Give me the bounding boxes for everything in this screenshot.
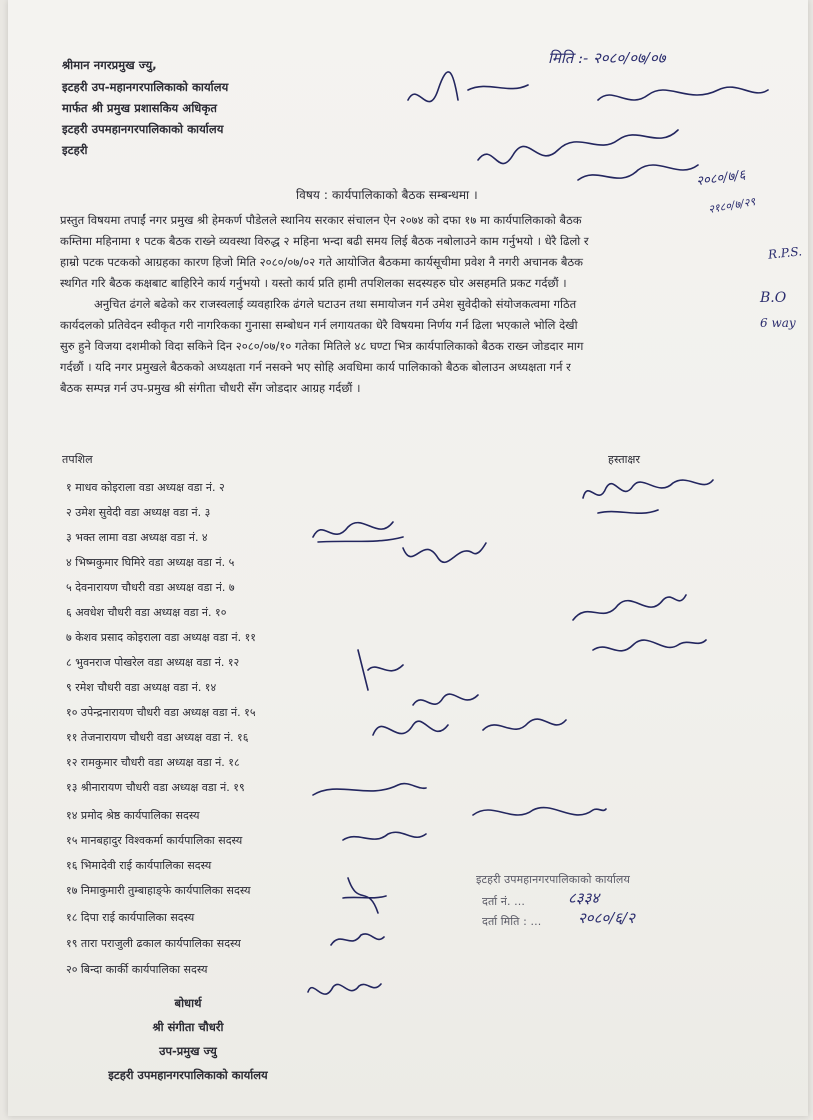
stamp-darta-date-label: दर्ता मिति : ... <box>482 915 542 928</box>
address-line-2: इटहरी उप-महानगरपालिकाको कार्यालय <box>62 80 229 94</box>
stamp-darta-no-label: दर्ता नं. ... <box>482 895 525 908</box>
signature-1 <box>578 468 718 528</box>
address-line-3: मार्फत श्री प्रमुख प्रशासकिय अधिकृत <box>62 101 218 115</box>
body-line: गर्दछौं । यदि नगर प्रमुखले बैठकको अध्यक्षता गर्न नसक्ने भए सोहि अवधिमा कार्य पालिकाको बैठक बोलाउन अध्यक्षता गर्न र <box>60 360 571 374</box>
address-line-1: श्रीमान नगरप्रमुख ज्यु, <box>62 58 157 72</box>
member-row: ८ भुवनराज पोखरेल वडा अध्यक्ष वडा नं. १२ <box>66 656 240 669</box>
signature-2 <box>308 512 408 552</box>
handwritten-annotation-4: B.O <box>760 290 787 306</box>
stamp-darta-date-value: २०८०/६/२ <box>578 909 635 927</box>
member-row: १७ निमाकुमारी तुम्बाहाङ्फे कार्यपालिका सदस्य <box>66 884 251 897</box>
member-row: १३ श्रीनारायण चौधरी वडा अध्यक्ष वडा नं. १९ <box>66 781 245 794</box>
handwritten-annotation-5: 6 way <box>760 316 796 330</box>
member-row: १० उपेन्द्रनारायण चौधरी वडा अध्यक्ष वडा नं. १५ <box>66 706 256 719</box>
address-line-5: इटहरी <box>62 143 88 157</box>
body-line: हाम्रो पटक पटकको आग्रहका कारण हिजो मिति २०८०/०७/०२ गते आयोजित बैठकमा कार्यसूचीमा प्रवेश नै नगरी अचानक बैठक <box>60 255 583 269</box>
stamp-office: इटहरी उपमहानगरपालिकाको कार्यालय <box>476 873 630 886</box>
member-row: ५ देवनारायण चौधरी वडा अध्यक्ष वडा नं. ७ <box>66 581 235 594</box>
member-row: ४ भिष्मकुमार घिमिरे वडा अध्यक्ष वडा नं. ५ <box>66 556 235 569</box>
handwritten-annotation-1: २०८०/७/६ <box>695 167 747 190</box>
signature-8 <box>368 705 458 755</box>
signature-10 <box>308 770 428 810</box>
signature-3 <box>398 528 488 578</box>
footer-line-3: उप-प्रमुख ज्यु <box>159 1044 217 1058</box>
registration-stamp <box>468 870 698 930</box>
body-line: सुरु हुने विजया दशमीको विदा सकिने दिन २०८०/०७/१० गतेका मितिले ४८ घण्टा भित्र कार्यपालिकाको बैठक राख्न जोडदार माग <box>60 339 584 353</box>
signature-14 <box>326 925 386 955</box>
address-line-4: इटहरी उपमहानगरपालिकाको कार्यालय <box>62 122 224 136</box>
signature-9 <box>478 705 568 745</box>
member-row: १८ दिपा राई कार्यपालिका सदस्य <box>66 911 195 924</box>
subject-line: विषय : कार्यपालिकाको बैठक सम्बन्धमा । <box>296 188 478 202</box>
member-row: १५ मानबहादुर विश्वकर्मा कार्यपालिका सदस्य <box>66 834 243 847</box>
member-row: २ उमेश सुवेदी वडा अध्यक्ष वडा नं. ३ <box>66 506 211 519</box>
signature-6 <box>348 640 408 700</box>
body-line: कम्तिमा महिनामा १ पटक बैठक राख्ने व्यवस्था विरुद्ध २ महिना भन्दा बढी समय लिई बैठक नबोलाउने काम गर्नुभयो । धेरै ढिलो र <box>60 234 589 248</box>
tapasil-label: तपशिल <box>62 453 93 466</box>
member-row: ९ रमेश चौधरी वडा अध्यक्ष वडा नं. १४ <box>66 681 217 694</box>
member-row: १६ भिमादेवी राई कार्यपालिका सदस्य <box>66 859 212 872</box>
signature-11 <box>468 795 608 835</box>
handwritten-annotation-3: R.P.S. <box>767 244 803 262</box>
signature-12 <box>338 822 428 852</box>
member-row: १९ तारा पराजुली ढकाल कार्यपालिका सदस्य <box>66 937 241 950</box>
body-line: बैठक सम्पन्न गर्न उप-प्रमुख श्री संगीता चौधरी सँग जोडदार आग्रह गर्दछौं । <box>60 381 361 395</box>
body-line: अनुचित ढंगले बढेको कर राजस्वलाई व्यवहारिक ढंगले घटाउन तथा समायोजन गर्न उमेश सुवेदीको संयोजकत्वमा गठित <box>94 297 577 311</box>
signature-label: हस्ताक्षर <box>608 453 641 466</box>
member-row: ७ केशव प्रसाद कोइराला वडा अध्यक्ष वडा नं. ११ <box>66 631 257 644</box>
member-row: ३ भक्त लामा वडा अध्यक्ष वडा नं. ४ <box>66 531 208 544</box>
body-line: प्रस्तुत विषयमा तपाईं नगर प्रमुख श्री हेमकर्ण पौडेलले स्थानिय सरकार संचालन ऐन २०७४ को दफा १७ मा कार्यपालिकाको बैठक <box>60 213 582 227</box>
body-line: स्थगित गरि बैठक कक्षबाट बाहिरिने कार्य गर्नुभयो । यस्तो कार्य प्रति हामी तपशिलका सदस्यहरु घोर असहमति प्रकट गर्दछौं । <box>60 276 567 290</box>
signature-13 <box>338 868 388 923</box>
letter-page <box>8 0 808 1116</box>
footer-line-2: श्री संगीता चौधरी <box>152 1020 224 1034</box>
body-line: कार्यदलको प्रतिवेदन स्वीकृत गरी नागरिकका गुनासा सम्बोधन गर्न लगायतका धेरै विषयमा निर्णय गर्न ढिला भएकाले भोलि देखी <box>60 318 578 332</box>
footer-line-1: बोधार्थ <box>174 996 202 1010</box>
member-row: १ माधव कोइराला वडा अध्यक्ष वडा नं. २ <box>66 481 225 494</box>
member-row: २० बिन्दा कार्की कार्यपालिका सदस्य <box>66 963 208 976</box>
letter-body <box>60 210 803 399</box>
handwritten-date: मिति :- २०८०/०७/०७ <box>548 49 666 67</box>
signature-5 <box>588 620 708 670</box>
member-row: ६ अवधेश चौधरी वडा अध्यक्ष वडा नं. १० <box>66 606 227 619</box>
footer-line-4: इटहरी उपमहानगरपालिकाको कार्यालय <box>108 1068 268 1082</box>
member-row: ११ तेजनारायण चौधरी वडा अध्यक्ष वडा नं. १६ <box>66 731 249 744</box>
member-row: १२ रामकुमार चौधरी वडा अध्यक्ष वडा नं. १८ <box>66 756 240 769</box>
stamp-darta-no-value: ८३३४ <box>568 889 600 907</box>
member-row: १४ प्रमोद श्रेष्ठ कार्यपालिका सदस्य <box>66 809 200 822</box>
handwritten-annotation-2: २१८०/७/२९ <box>707 194 757 217</box>
